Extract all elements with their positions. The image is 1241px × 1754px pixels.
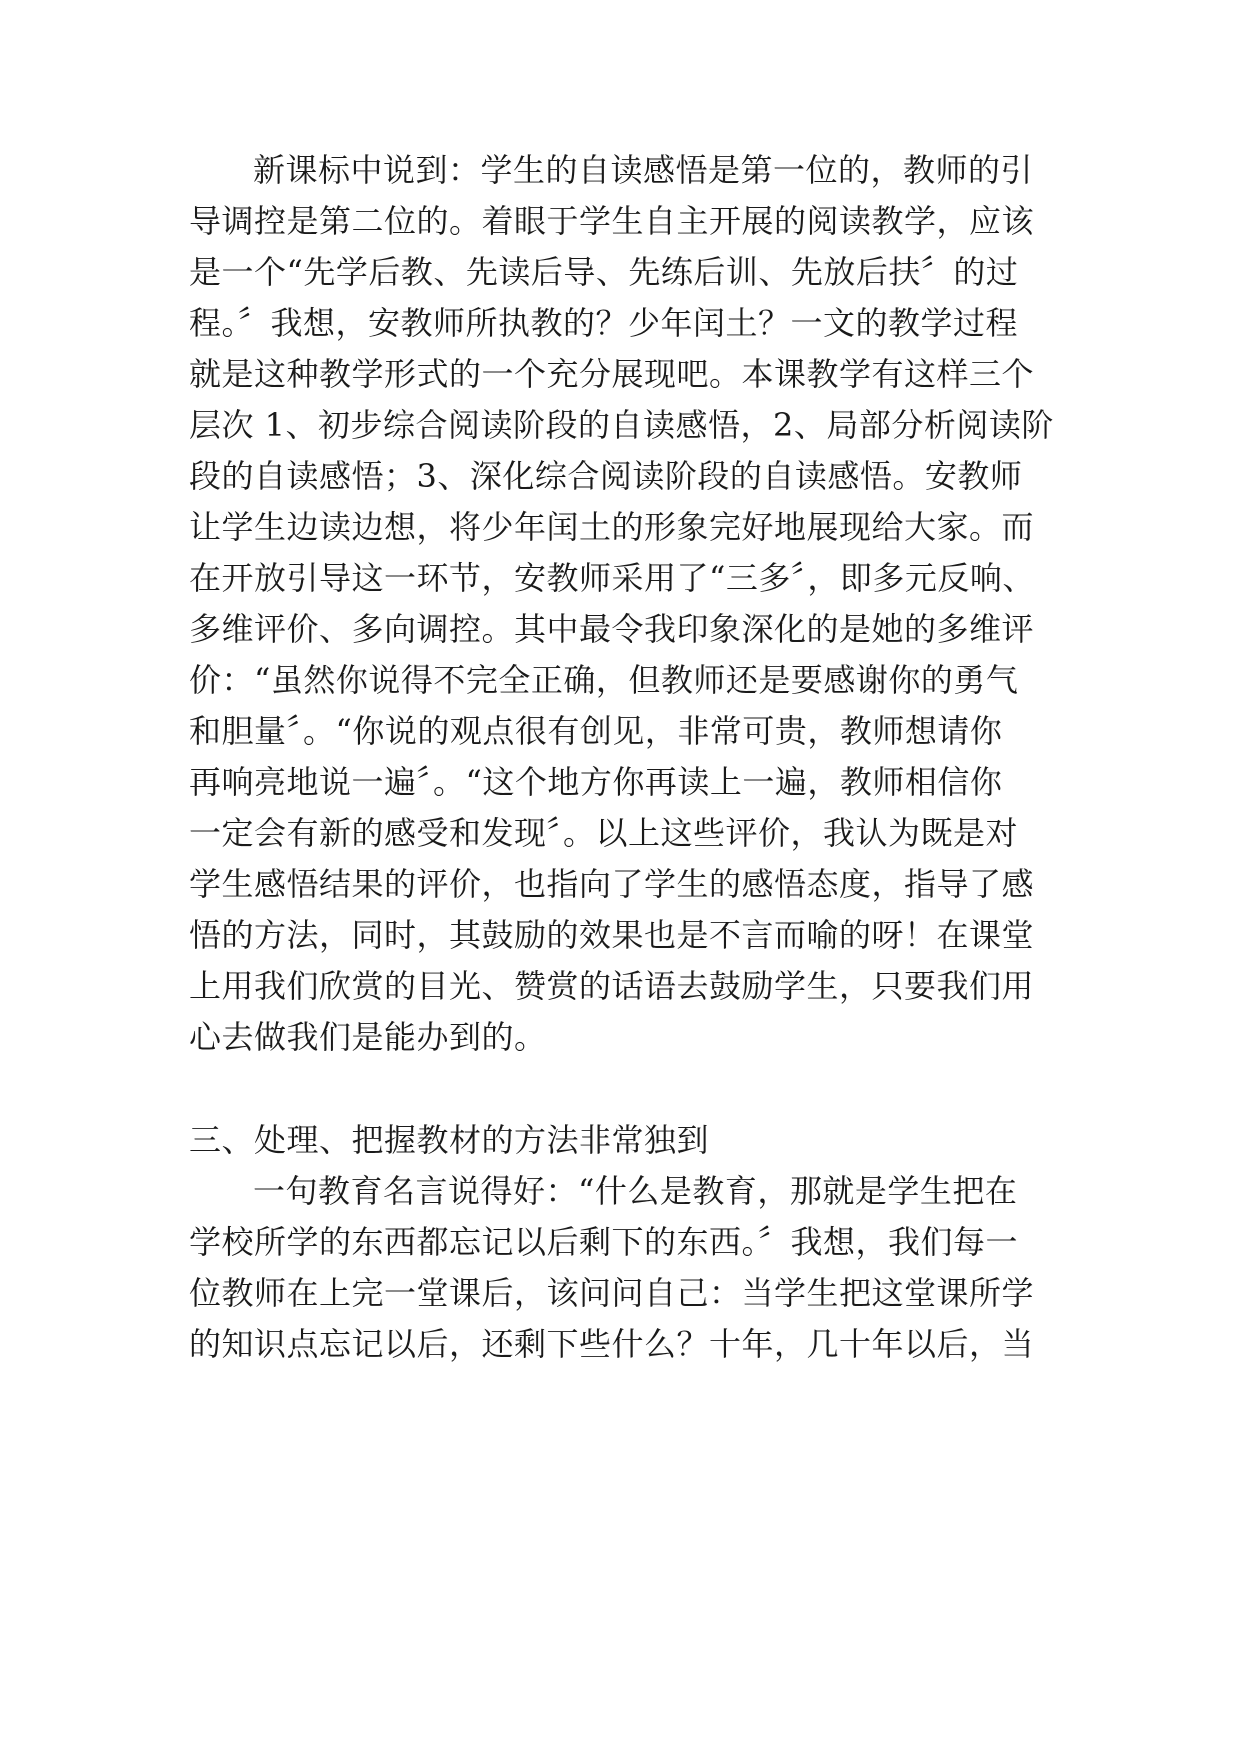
- paragraph-1-line-7: 段的自读感悟；3、深化综合阅读阶段的自读感悟。安教师: [189, 457, 1023, 495]
- paragraph-1-line-1: 新课标中说到：学生的自读感悟是第一位的，教师的引: [253, 151, 1034, 189]
- paragraph-1-line-4: 程。〞我想，安教师所执教的？少年闰土？一文的教学过程: [189, 304, 1019, 342]
- paragraph-1-line-6: 层次 1、初步综合阅读阶段的自读感悟，2、局部分析阅读阶: [189, 406, 1054, 444]
- paragraph-1-line-14: 一定会有新的感受和发现〞。以上这些评价，我认为既是对: [189, 814, 1019, 852]
- paragraph-1-line-15: 学生感悟结果的评价，也指向了学生的感悟态度，指导了感: [189, 865, 1035, 903]
- paragraph-1-line-3: 是一个“先学后教、先读后导、先练后训、先放后扶〞的过: [189, 253, 1019, 291]
- paragraph-1-line-17: 上用我们欣赏的目光、赞赏的话语去鼓励学生，只要我们用: [189, 967, 1035, 1005]
- paragraph-2-line-1: 一句教育名言说得好：“什么是教育，那就是学生把在: [253, 1172, 1018, 1210]
- section-heading-3: 三、处理、把握教材的方法非常独到: [189, 1121, 710, 1159]
- paragraph-1-line-12: 和胆量〞。“你说的观点很有创见，非常可贵，教师想请你: [189, 712, 1003, 750]
- paragraph-1-line-2: 导调控是第二位的。着眼于学生自主开展的阅读教学，应该: [189, 202, 1035, 240]
- paragraph-1-line-8: 让学生边读边想，将少年闰土的形象完好地展现给大家。而: [189, 508, 1035, 546]
- paragraph-1-line-11: 价：“虽然你说得不完全正确，但教师还是要感谢你的勇气: [189, 661, 1019, 699]
- paragraph-1-line-10: 多维评价、多向调控。其中最令我印象深化的是她的多维评: [189, 610, 1035, 648]
- paragraph-1-line-9: 在开放引导这一环节，安教师采用了“三多〞，即多元反响、: [189, 559, 1035, 597]
- paragraph-2-line-2: 学校所学的东西都忘记以后剩下的东西。〞我想，我们每一: [189, 1223, 1019, 1261]
- paragraph-1-line-18: 心去做我们是能办到的。: [189, 1018, 547, 1056]
- paragraph-1-line-16: 悟的方法，同时，其鼓励的效果也是不言而喻的呀！在课堂: [189, 916, 1035, 954]
- paragraph-2-line-3: 位教师在上完一堂课后，该问问自己：当学生把这堂课所学: [189, 1274, 1035, 1312]
- paragraph-1-line-5: 就是这种教学形式的一个充分展现吧。本课教学有这样三个: [189, 355, 1035, 393]
- paragraph-2-line-4: 的知识点忘记以后，还剩下些什么？十年，几十年以后，当: [189, 1325, 1035, 1363]
- paragraph-1-line-13: 再响亮地说一遍〞。“这个地方你再读上一遍，教师相信你: [189, 763, 1003, 801]
